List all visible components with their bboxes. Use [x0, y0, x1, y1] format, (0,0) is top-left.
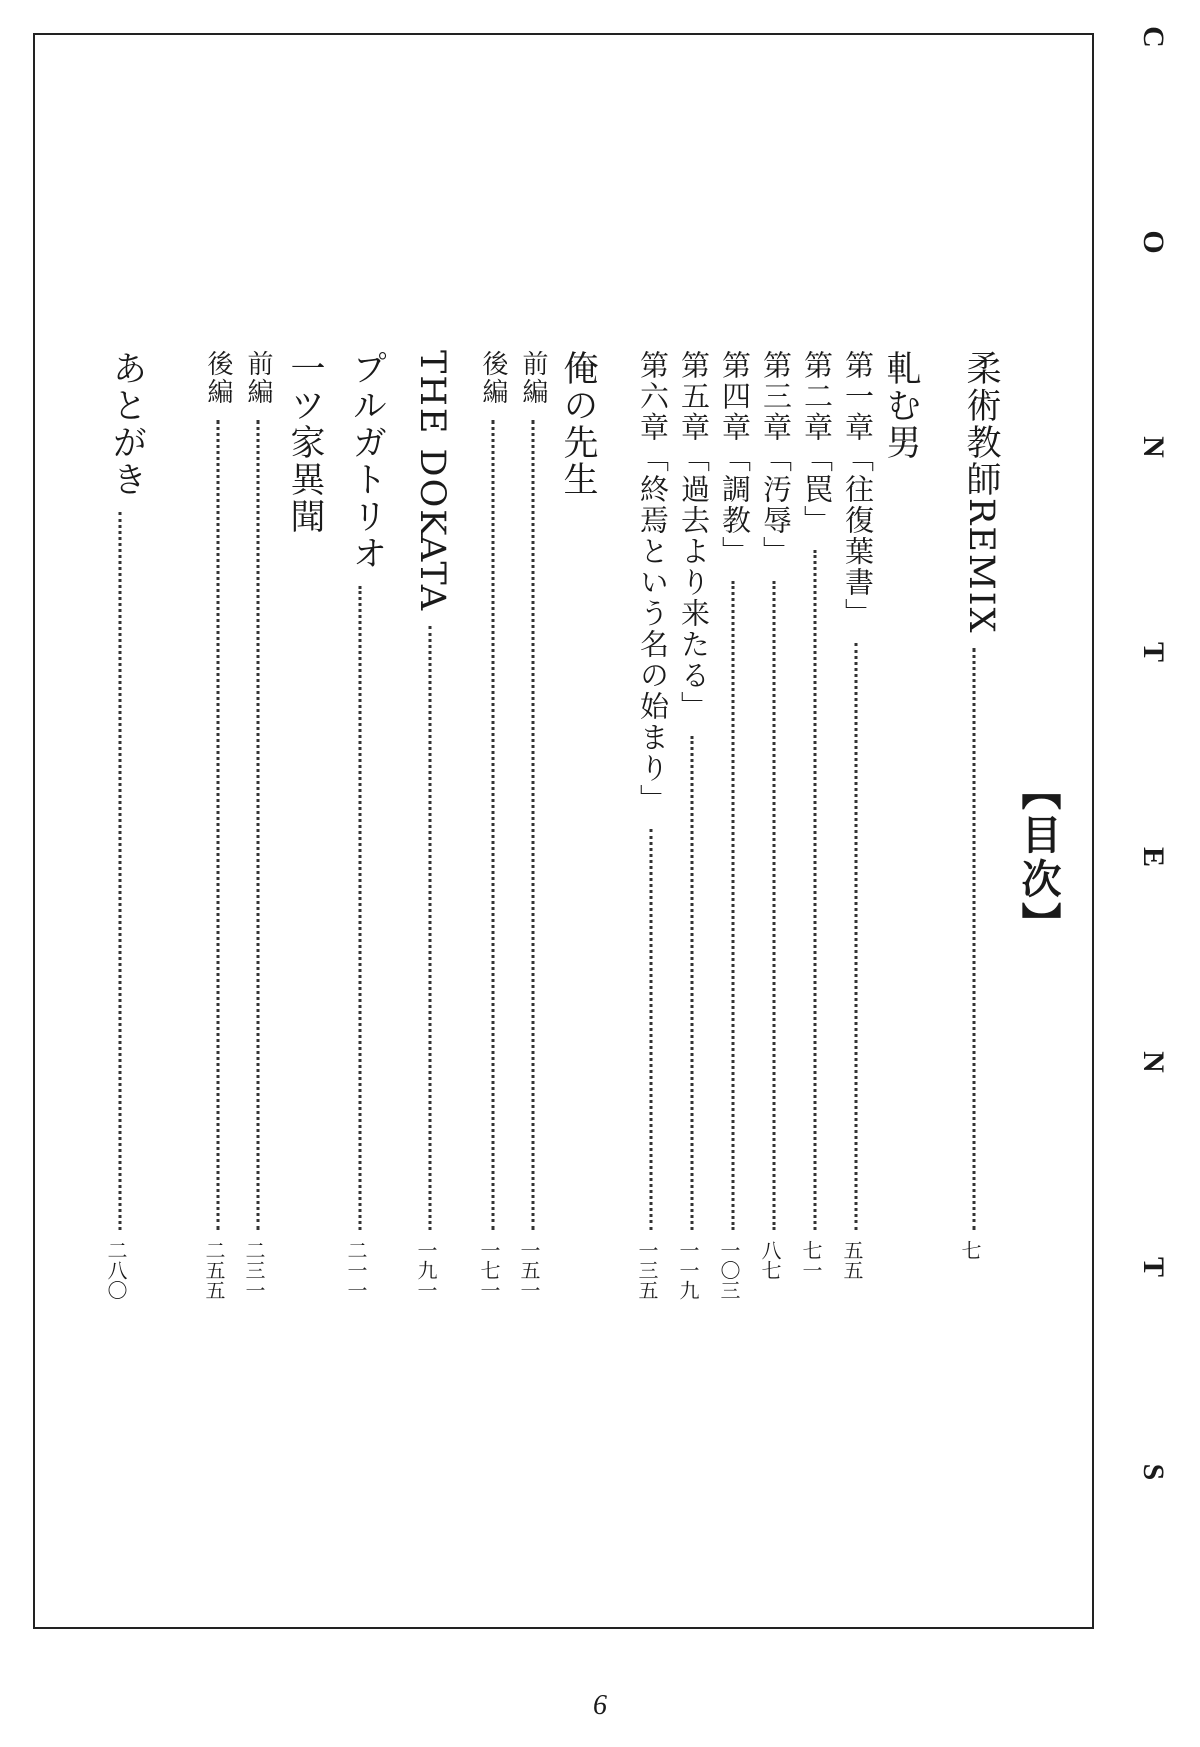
leader-dots	[492, 420, 495, 1230]
toc-entry-page: 一七一	[477, 1240, 501, 1300]
toc-entry-label: 第六章「終焉という名の始まり」	[636, 350, 670, 815]
toc-entry-label: 第四章「調教」	[718, 350, 752, 567]
toc-entry	[515, 350, 551, 1300]
toc-entry-label: 第三章「汚辱」	[759, 350, 793, 567]
toc-entry-label: 前編	[243, 350, 273, 406]
toc-entry	[200, 350, 236, 1300]
toc-entry	[342, 350, 387, 1300]
leader-dots	[855, 643, 858, 1230]
toc-entry-label: 俺の先生	[558, 350, 598, 498]
toc-entry-page: 一〇三	[717, 1240, 741, 1300]
leader-dots	[359, 586, 362, 1230]
contents-letter: N	[1137, 1051, 1170, 1073]
leader-dots	[257, 420, 260, 1230]
toc-entry-page: 二一一	[344, 1240, 368, 1300]
toc-entry	[412, 350, 452, 1300]
leader-dots	[532, 420, 535, 1230]
contents-letter: O	[1137, 230, 1170, 254]
leader-dots	[650, 829, 653, 1230]
contents-letter: T	[1137, 1256, 1170, 1277]
toc-entry-page: 二五五	[202, 1240, 226, 1300]
contents-letter: N	[1137, 436, 1170, 458]
leader-dots	[119, 512, 122, 1230]
toc-entry	[956, 350, 1001, 1300]
leader-dots	[691, 736, 694, 1230]
toc-entry-label: 第二章「罠」	[800, 350, 834, 536]
toc-entry	[756, 350, 792, 1300]
contents-letter: C	[1137, 26, 1170, 48]
toc-entry-label: 軋む男	[881, 350, 921, 461]
leader-dots	[973, 648, 976, 1230]
toc-entry	[797, 350, 833, 1300]
toc-entry	[553, 350, 598, 1300]
toc-entry-label: あとがき	[107, 350, 147, 498]
toc-entry-page: 二八〇	[104, 1240, 128, 1300]
toc-entry-label: プルガトリオ	[347, 350, 387, 572]
leader-dots	[814, 550, 817, 1230]
toc-entry	[838, 350, 874, 1300]
toc-title: 【目次】	[1015, 770, 1061, 946]
toc-list	[90, 350, 1010, 1300]
toc-entry-label: 柔術教師REMIX	[961, 350, 1001, 635]
toc-entry-page: 七一	[799, 1240, 823, 1280]
toc-entry-label: 後編	[478, 350, 508, 406]
toc-entry	[633, 350, 669, 1300]
leader-dots	[429, 626, 432, 1230]
toc-entry	[102, 350, 147, 1300]
toc-entry-page: 一三五	[635, 1240, 659, 1300]
toc-entry-label: 第五章「過去より来たる」	[677, 350, 711, 722]
toc-entry-label: THE DOKATA	[412, 350, 452, 613]
leader-dots	[217, 420, 220, 1230]
leader-dots	[732, 581, 735, 1230]
contents-vertical-title	[1118, 20, 1188, 1660]
contents-letter: S	[1137, 1463, 1170, 1481]
toc-entry-page: 一九一	[414, 1240, 438, 1300]
toc-entry	[280, 350, 325, 1300]
toc-entry	[475, 350, 511, 1300]
contents-letter: E	[1137, 846, 1170, 867]
toc-entry-page: 二三一	[242, 1240, 266, 1300]
toc-entry-label: 一ツ家異聞	[285, 350, 325, 535]
toc-entry-page: 一一九	[676, 1240, 700, 1300]
leader-dots	[773, 581, 776, 1230]
toc-entry-page: 七	[958, 1240, 982, 1260]
toc-entry	[240, 350, 276, 1300]
toc-entry	[674, 350, 710, 1300]
toc-entry	[876, 350, 921, 1300]
page-number: 6	[593, 1690, 607, 1721]
toc-entry-label: 後編	[203, 350, 233, 406]
toc-entry-page: 八七	[758, 1240, 782, 1280]
toc-entry-label: 前編	[518, 350, 548, 406]
toc-entry-page: 五五	[840, 1240, 864, 1280]
toc-entry-page: 一五一	[517, 1240, 541, 1300]
toc-entry-label: 第一章「往復葉書」	[841, 350, 875, 629]
toc-entry	[715, 350, 751, 1300]
contents-letter: T	[1137, 641, 1170, 662]
